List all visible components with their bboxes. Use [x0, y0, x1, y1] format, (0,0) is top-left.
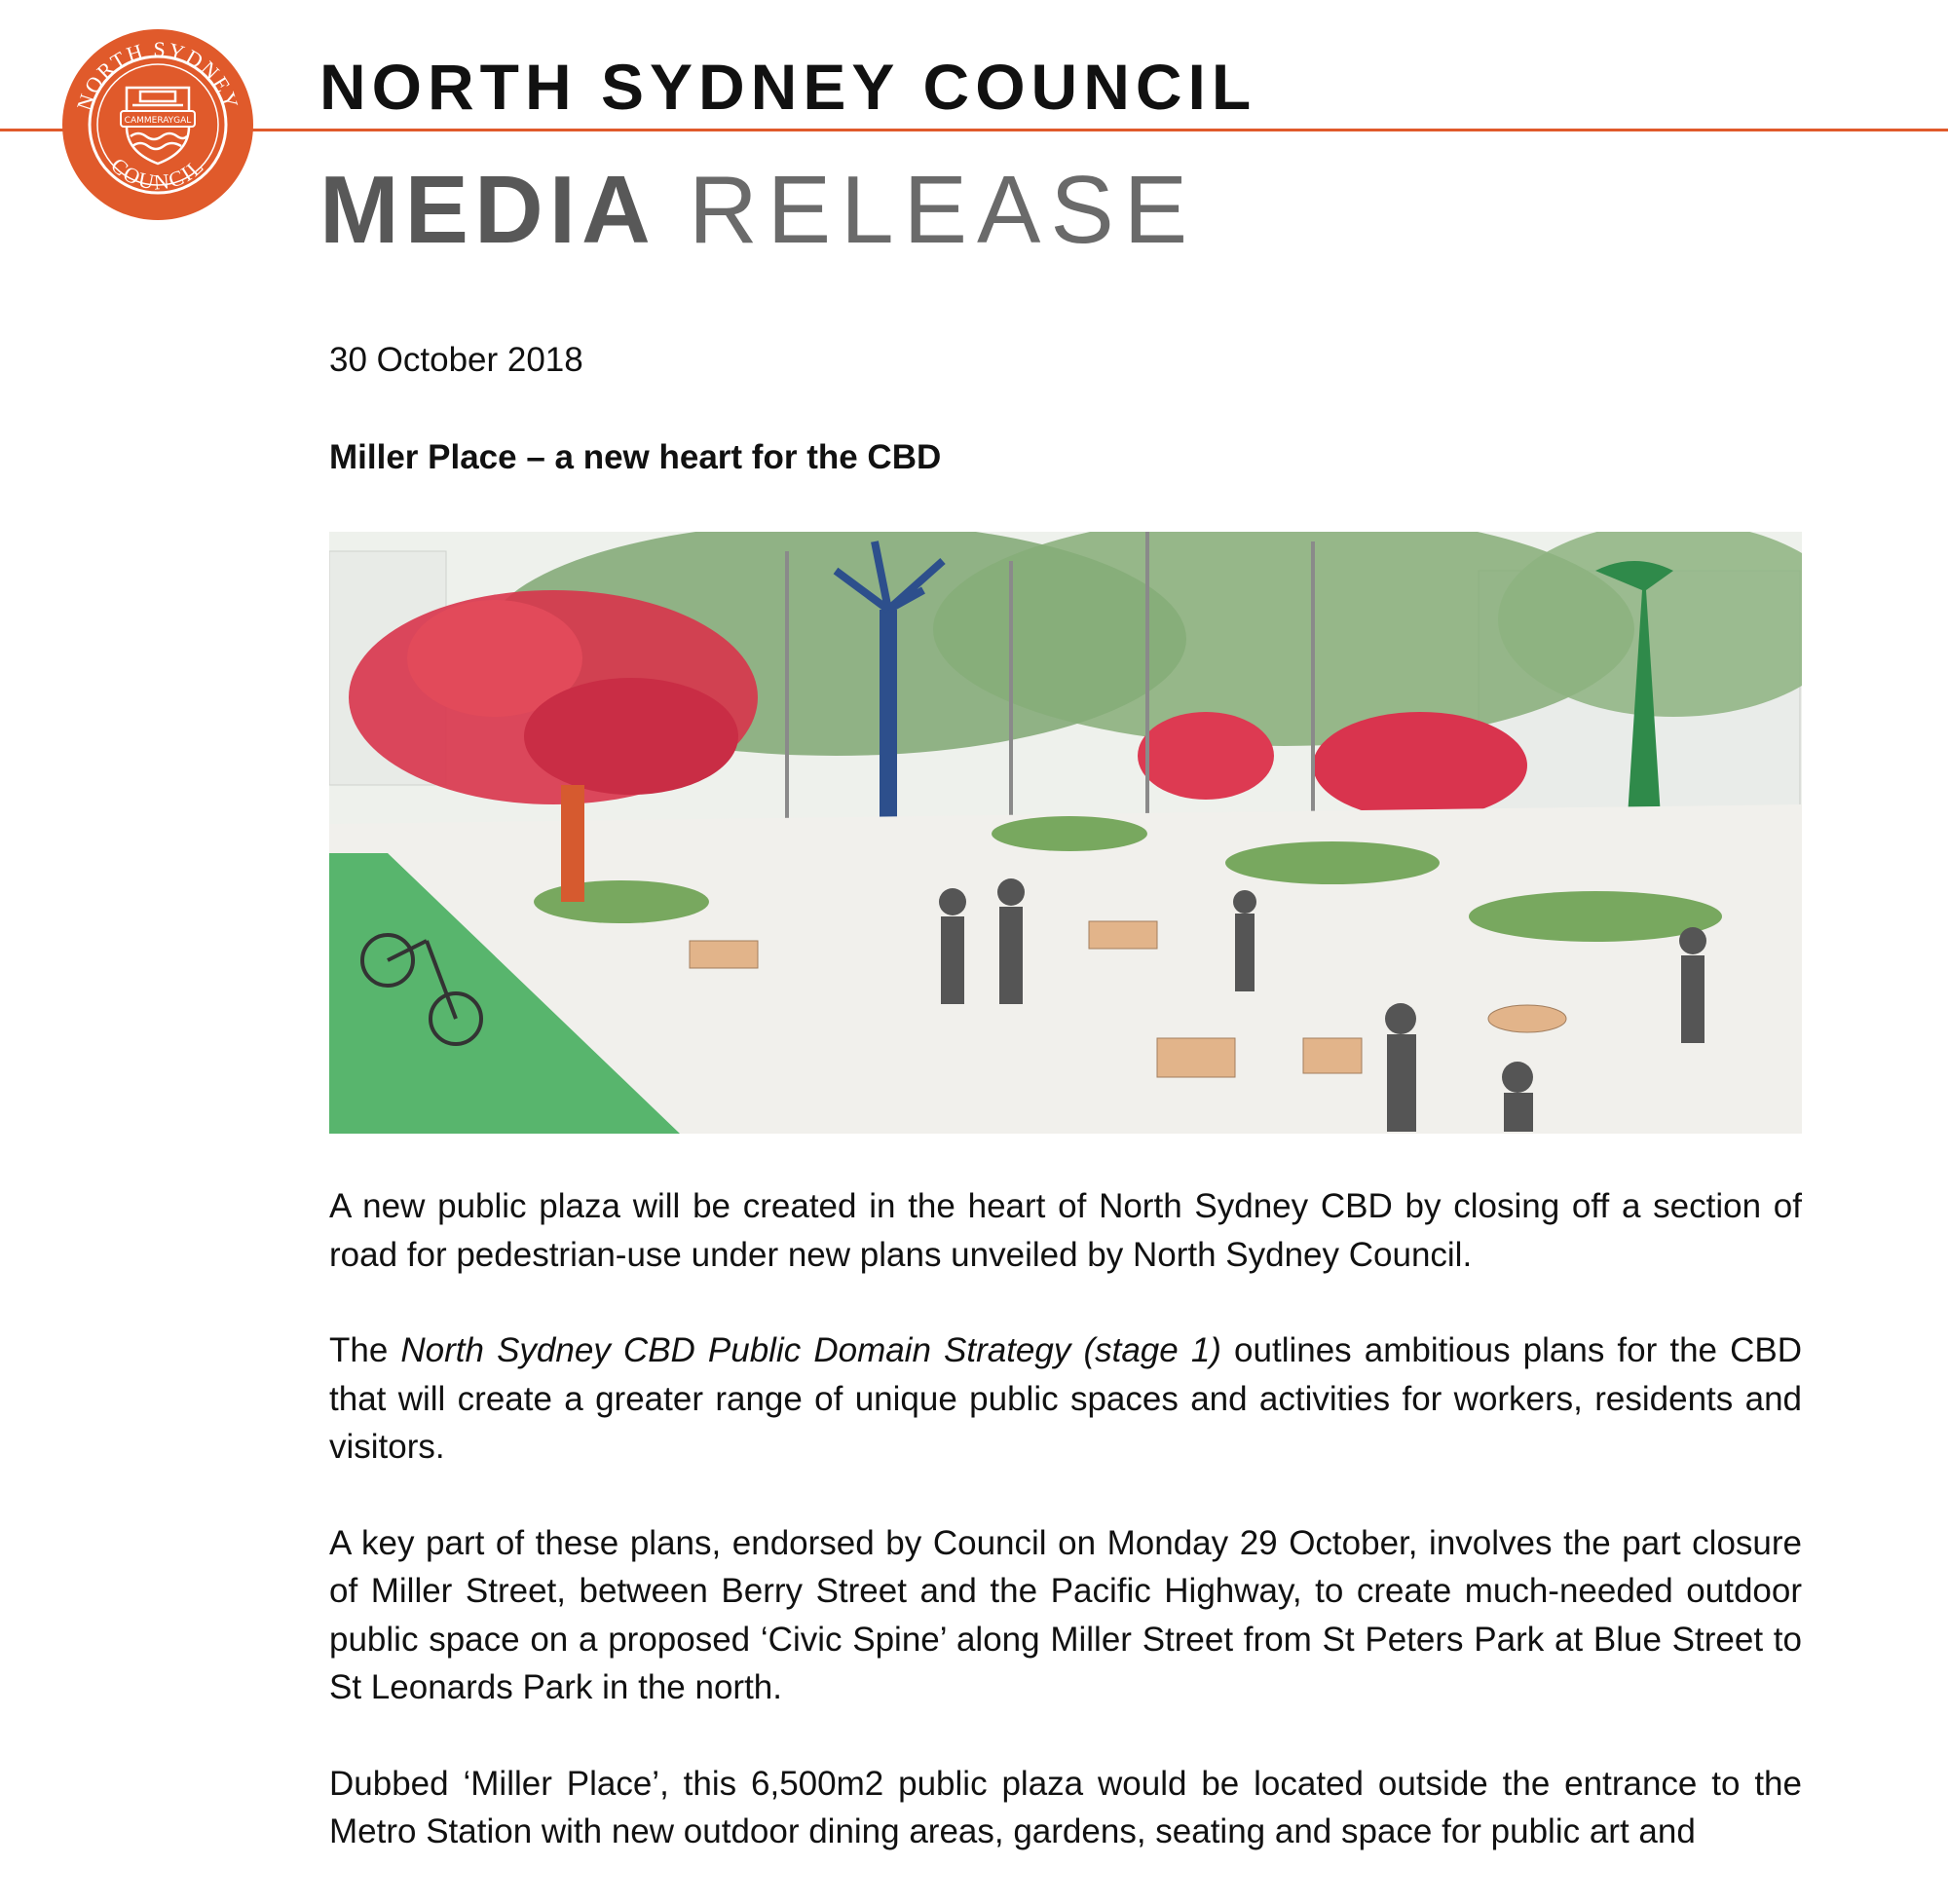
release-date: 30 October 2018: [329, 341, 583, 379]
release-title-light: RELEASE: [689, 156, 1198, 263]
council-seal-logo: [60, 27, 255, 222]
seal-bottom-text: COUNCIL: [106, 152, 209, 195]
strategy-title: North Sydney CBD Public Domain Strategy (stage 1): [400, 1331, 1221, 1369]
document-type-title: [319, 156, 1198, 263]
body-paragraph: A key part of these plans, endorsed by Council on Monday 29 October, involves the part closure of Miller Street, between Berry Street and the Pacific Highway, to create much-needed outdoor public space on a proposed ‘Civic Spine’ along Miller Street from St Peters Park at Blue Street to St Leonards Park in the north.: [329, 1523, 1802, 1706]
body-paragraph: [329, 1326, 1802, 1472]
seal-ribbon-text: CAMMERAYGAL: [124, 116, 192, 126]
header-rule: [0, 129, 1948, 131]
release-body: [329, 1182, 1802, 1904]
release-headline: Miller Place – a new heart for the CBD: [329, 438, 942, 476]
body-paragraph: Dubbed ‘Miller Place’, this 6,500m2 public plaza would be located outside the entrance to the Metro Station with new outdoor dining areas, gardens, seating and space for public art and: [329, 1764, 1802, 1850]
organization-name: NORTH SYDNEY COUNCIL: [319, 51, 1257, 123]
body-paragraph: A new public plaza will be created in the heart of North Sydney CBD by closing off a section of road for pedestrian-use under new plans unveiled by North Sydney Council.: [329, 1187, 1802, 1274]
plaza-illustration: [329, 532, 1802, 1134]
release-title-strong: MEDIA: [319, 156, 656, 263]
seal-top-text: NORTH SYDNEY: [71, 36, 244, 114]
body-text: outlines ambitious plans for the CBD that will create a greater range of unique public spaces and activities for workers, residents and visitors.: [329, 1331, 1802, 1466]
body-text: The: [329, 1331, 401, 1369]
